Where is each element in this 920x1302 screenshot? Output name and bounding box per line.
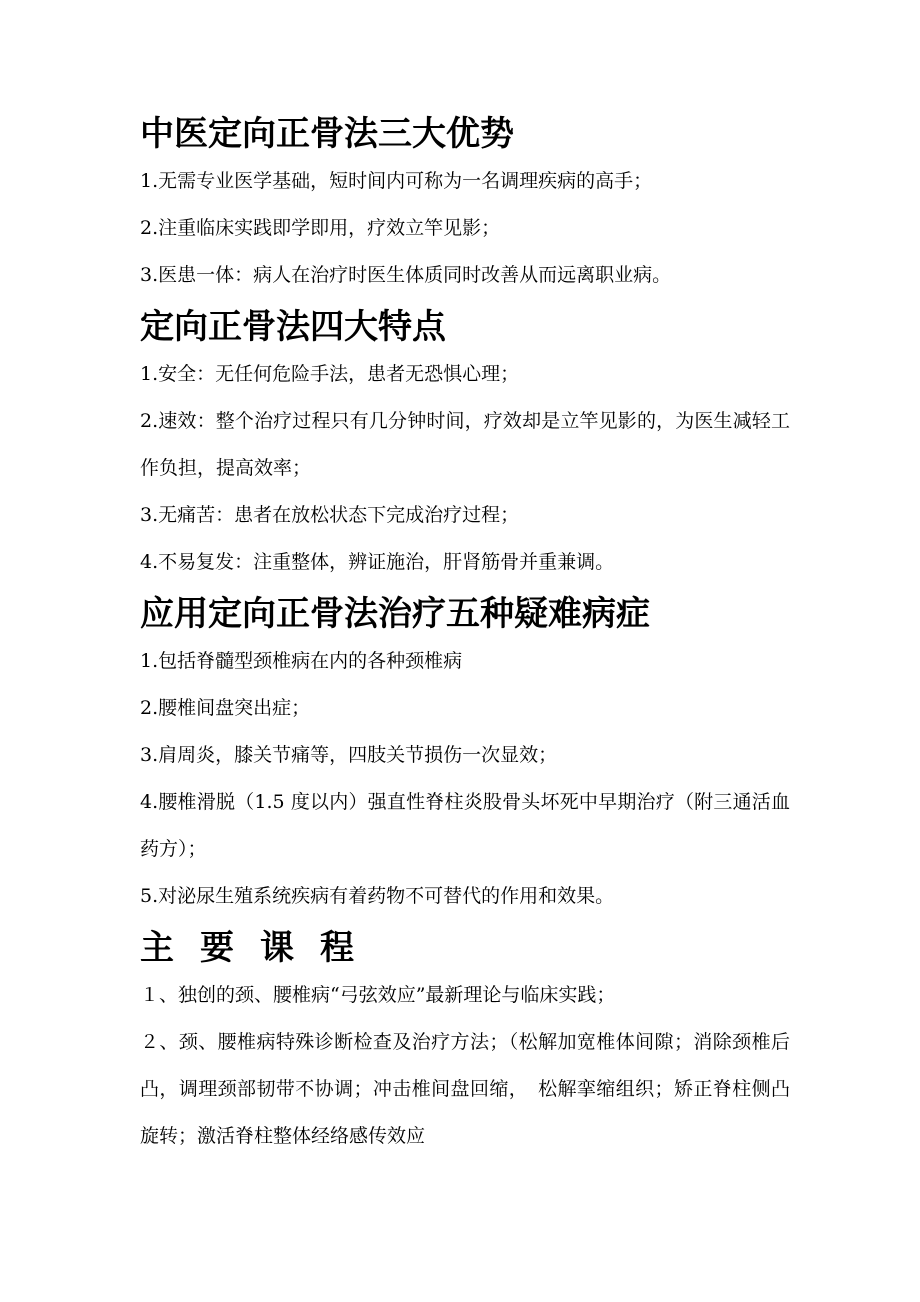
section-treatments (140, 590, 790, 920)
list-item: 2.注重临床实践即学即用，疗效立竿见影； (140, 217, 501, 239)
list-item: 1.安全：无任何危险手法，患者无恐惧心理； (140, 363, 520, 385)
list-item: １、独创的颈、腰椎病“弓弦效应”最新理论与临床实践； (140, 984, 616, 1006)
document-page (140, 110, 790, 1160)
section-advantages (140, 110, 790, 299)
list-item: 4.不易复发：注重整体，辨证施治，肝肾筋骨并重兼调。 (140, 551, 615, 573)
list-item: 5.对泌尿生殖系统疾病有着药物不可替代的作用和效果。 (140, 885, 615, 907)
list-item: 3.肩周炎，膝关节痛等，四肢关节损伤一次显效； (140, 744, 558, 766)
features-list (140, 351, 790, 586)
list-item: 3.医患一体：病人在治疗时医生体质同时改善从而远离职业病。 (140, 264, 672, 286)
advantages-list (140, 158, 790, 299)
list-item: 1.包括脊髓型颈椎病在内的各种颈椎病 (140, 650, 463, 672)
section-features (140, 303, 790, 586)
section-heading: 定向正骨法四大特点 (140, 307, 446, 347)
list-item: ２、颈、腰椎病特殊诊断检查及治疗方法；（松解加宽椎体间隙；消除颈椎后凸，调理颈部韧带不协调；冲击椎间盘回缩， 松解挛缩组织；矫正脊柱侧凸旋转；激活脊柱整体经络感传效应 (140, 1031, 790, 1147)
section-heading: 中医定向正骨法三大优势 (140, 114, 514, 154)
list-item: 2.速效：整个治疗过程只有几分钟时间，疗效却是立竿见影的，为医生减轻工作负担，提高效率； (140, 410, 790, 479)
section-heading: 应用定向正骨法治疗五种疑难病症 (140, 594, 650, 634)
section-courses (140, 924, 790, 1160)
section-heading: 主要课程 (140, 928, 380, 968)
courses-list (140, 972, 790, 1160)
treatments-list (140, 638, 790, 920)
list-item: 2.腰椎间盘突出症； (140, 697, 311, 719)
list-item: 4.腰椎滑脱（1.5 度以内）强直性脊柱炎股骨头坏死中早期治疗（附三通活血药方）； (140, 791, 790, 860)
list-item: 1.无需专业医学基础，短时间内可称为一名调理疾病的高手； (140, 170, 653, 192)
list-item: 3.无痛苦：患者在放松状态下完成治疗过程； (140, 504, 520, 526)
